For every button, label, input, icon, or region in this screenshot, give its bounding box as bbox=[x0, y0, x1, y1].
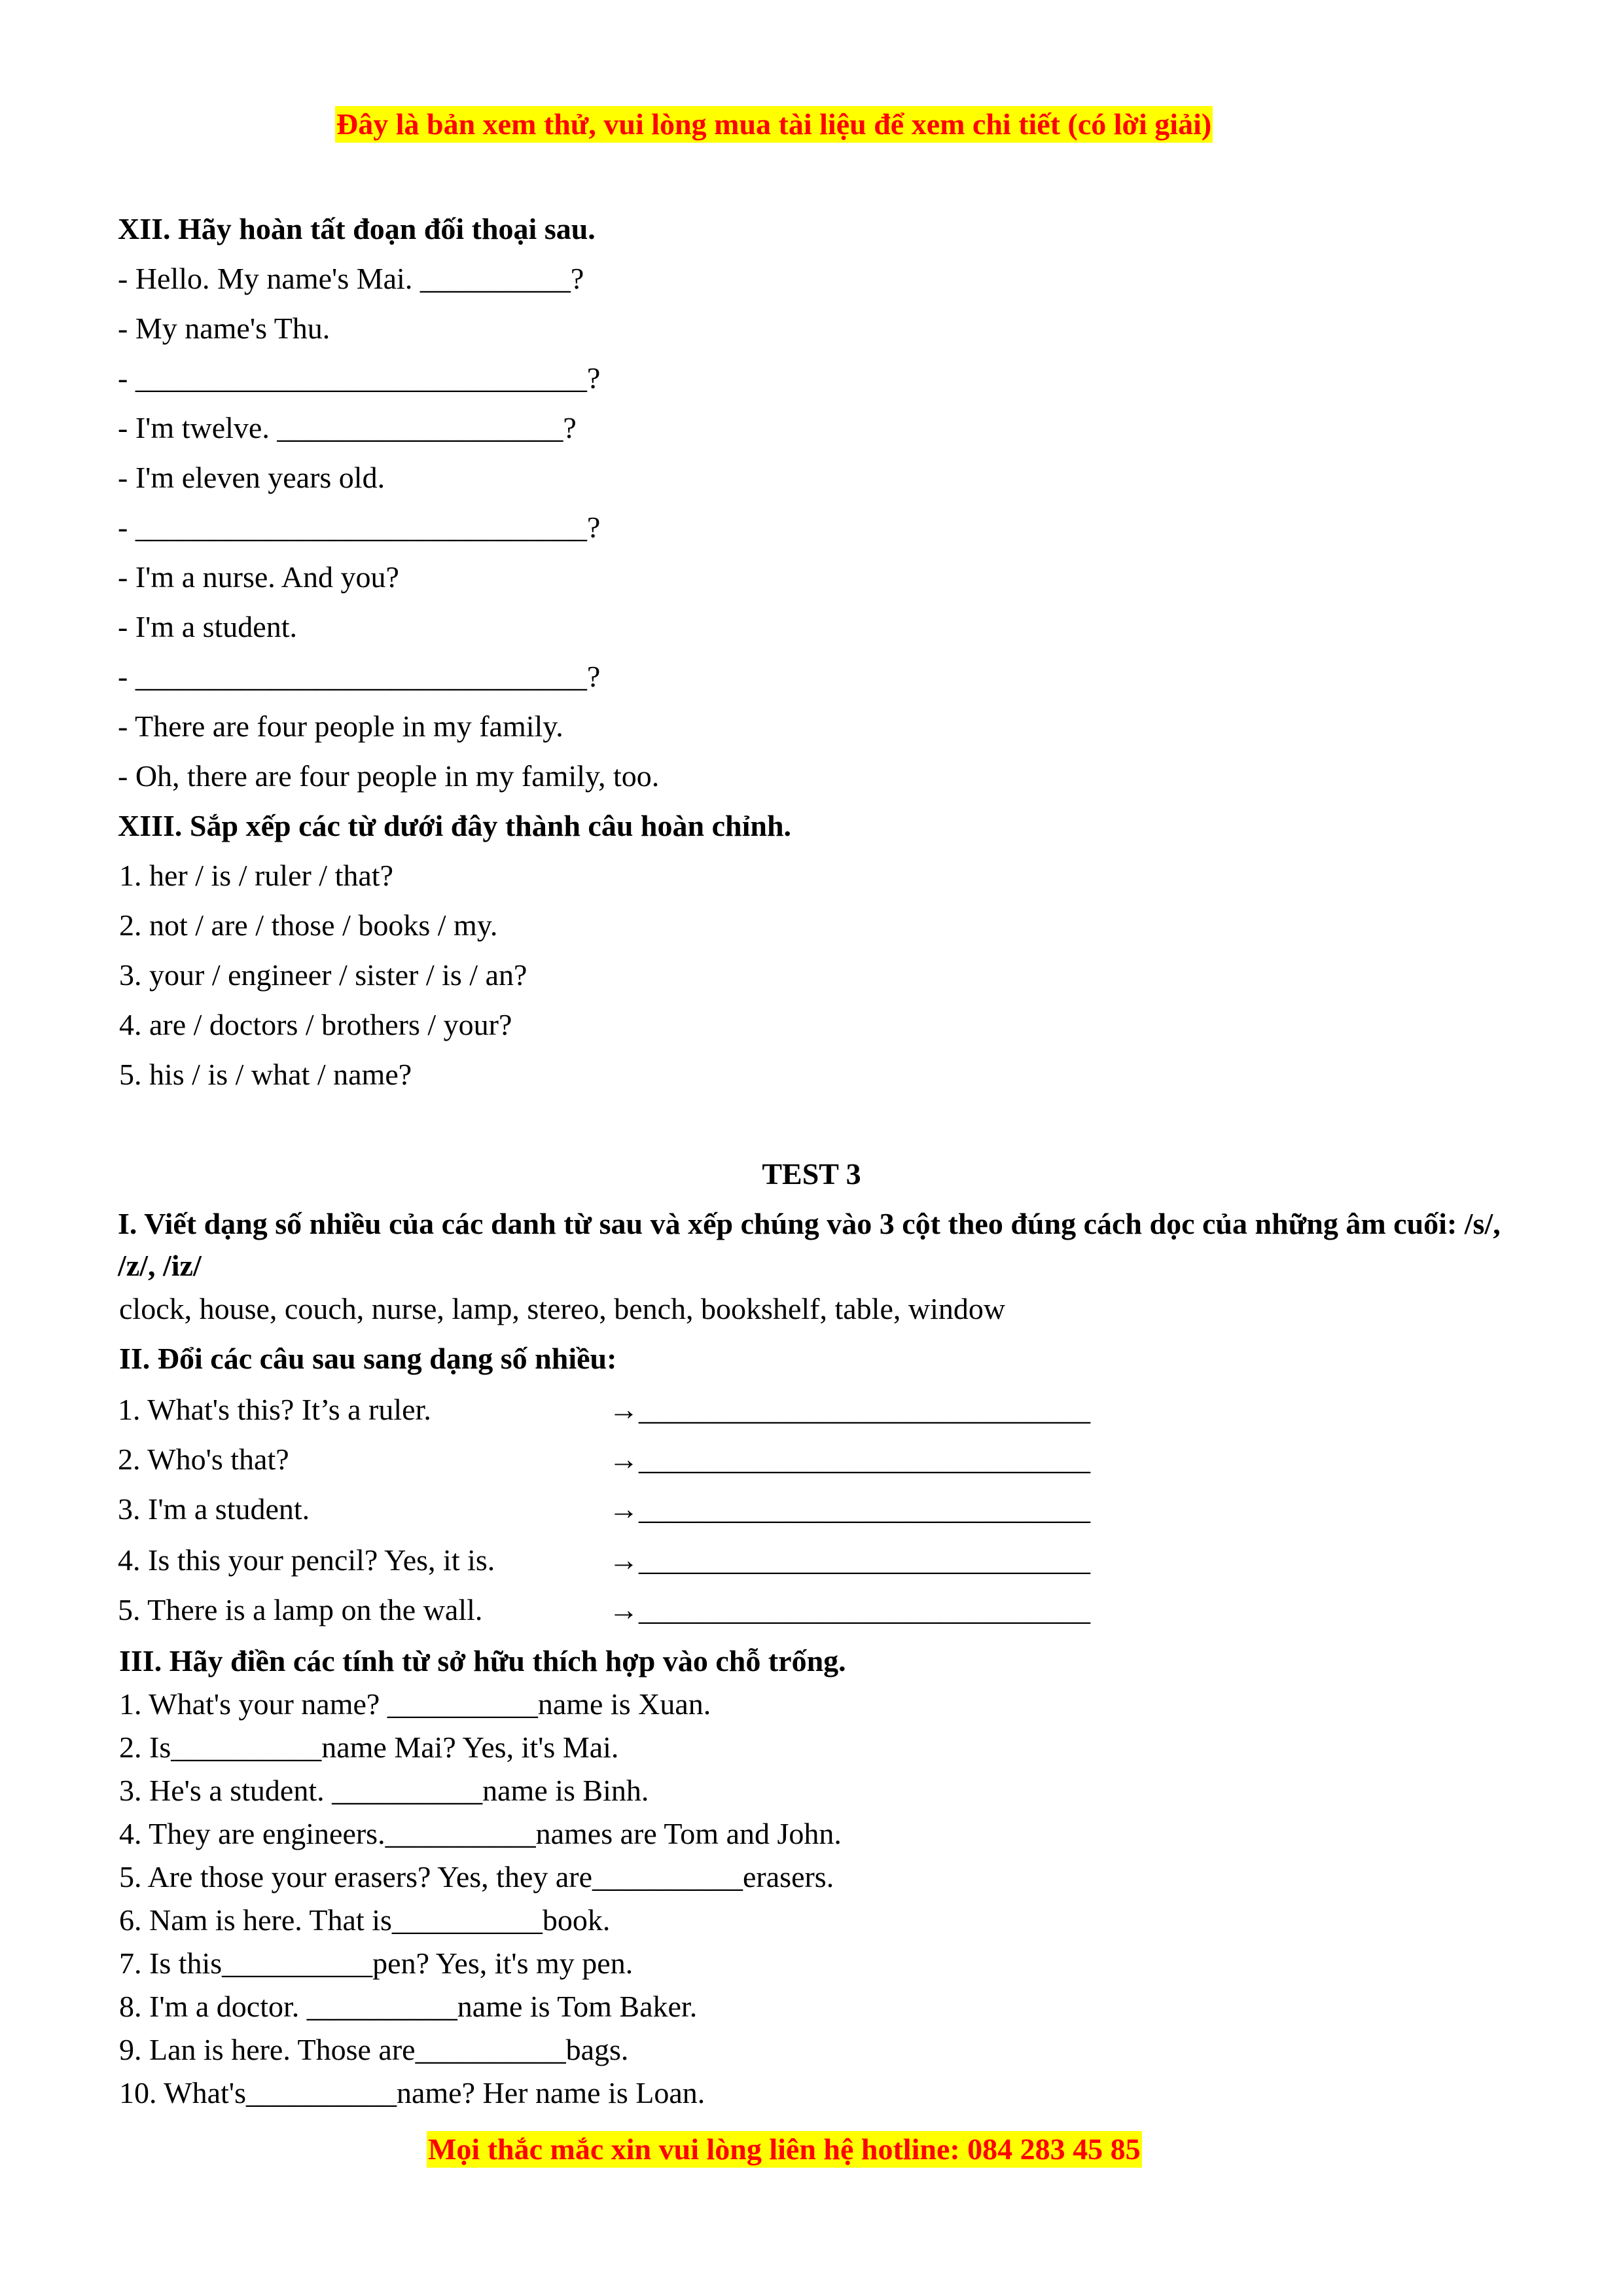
dialogue-line: - Oh, there are four people in my family, too. bbox=[118, 759, 660, 793]
reorder-item: 2. not / are / those / books / my. bbox=[119, 908, 498, 942]
plural-question: 5. There is a lamp on the wall. bbox=[118, 1593, 483, 1626]
fill-blank-item: 8. I'm a doctor. __________name is Tom Baker. bbox=[119, 1990, 698, 2023]
reorder-item: 4. are / doctors / brothers / your? bbox=[119, 1008, 512, 1041]
dialogue-line: - I'm a student. bbox=[118, 610, 298, 643]
reorder-item: 3. your / engineer / sister / is / an? bbox=[119, 958, 527, 992]
answer-blank: →______________________________ bbox=[609, 1492, 1090, 1526]
section-iii-heading: III. Hãy điền các tính từ sở hữu thích hợp vào chỗ trống. bbox=[119, 1644, 846, 1677]
answer-blank: →______________________________ bbox=[609, 1393, 1090, 1426]
fill-blank-item: 10. What's__________name? Her name is Loan. bbox=[119, 2076, 705, 2109]
fill-blank-item: 5. Are those your erasers? Yes, they are__________erasers. bbox=[119, 1860, 834, 1893]
dialogue-line: - I'm a nurse. And you? bbox=[118, 560, 399, 594]
plural-question: 2. Who's that? bbox=[118, 1443, 289, 1476]
fill-blank-item: 3. He's a student. __________name is Binh. bbox=[119, 1774, 649, 1807]
dialogue-line: - Hello. My name's Mai. __________? bbox=[118, 262, 584, 295]
fill-blank-item: 7. Is this__________pen? Yes, it's my pen. bbox=[119, 1946, 633, 1980]
answer-blank: →______________________________ bbox=[609, 1443, 1090, 1476]
section-i-heading: I. Viết dạng số nhiều của các danh từ sau và xếp chúng vào 3 cột theo đúng cách dọc của những âm cuối: /s/, /z/, /iz/ bbox=[118, 1207, 1501, 1282]
answer-blank: →______________________________ bbox=[609, 1543, 1090, 1577]
fill-blank-item: 2. Is__________name Mai? Yes, it's Mai. bbox=[119, 1731, 619, 1764]
plural-question: 3. I'm a student. bbox=[118, 1492, 310, 1526]
section-xiii-heading: XIII. Sắp xếp các từ dưới đây thành câu hoàn chỉnh. bbox=[118, 809, 792, 842]
plural-question: 1. What's this? It’s a ruler. bbox=[118, 1393, 431, 1426]
reorder-item: 5. his / is / what / name? bbox=[119, 1058, 412, 1091]
dialogue-line: - I'm twelve. ___________________? bbox=[118, 411, 577, 444]
fill-blank-item: 6. Nam is here. That is__________book. bbox=[119, 1903, 611, 1937]
dialogue-line: - My name's Thu. bbox=[118, 312, 330, 345]
section-ii-heading: II. Đổi các câu sau sang dạng số nhiều: bbox=[119, 1342, 617, 1375]
hotline-banner: Mọi thắc mắc xin vui lòng liên hệ hotline: 084 283 45 85 bbox=[427, 2131, 1142, 2168]
dialogue-line: - I'm eleven years old. bbox=[118, 461, 385, 494]
dialogue-line: - ______________________________? bbox=[118, 660, 601, 693]
reorder-item: 1. her / is / ruler / that? bbox=[119, 859, 393, 892]
dialogue-line: - ______________________________? bbox=[118, 511, 601, 544]
plural-question: 4. Is this your pencil? Yes, it is. bbox=[118, 1543, 495, 1577]
answer-blank: →______________________________ bbox=[609, 1593, 1090, 1626]
section-i-word-list: clock, house, couch, nurse, lamp, stereo, bench, bookshelf, table, window bbox=[119, 1292, 1006, 1325]
section-xii-heading: XII. Hãy hoàn tất đoạn đối thoại sau. bbox=[118, 212, 596, 245]
fill-blank-item: 1. What's your name? __________name is Xuan. bbox=[119, 1687, 711, 1721]
test-title: TEST 3 bbox=[762, 1157, 861, 1191]
fill-blank-item: 9. Lan is here. Those are__________bags. bbox=[119, 2033, 629, 2066]
fill-blank-item: 4. They are engineers.__________names are Tom and John. bbox=[119, 1817, 842, 1850]
dialogue-line: - ______________________________? bbox=[118, 361, 601, 395]
preview-notice-banner: Đây là bản xem thử, vui lòng mua tài liệu để xem chi tiết (có lời giải) bbox=[335, 106, 1213, 143]
dialogue-line: - There are four people in my family. bbox=[118, 709, 563, 743]
